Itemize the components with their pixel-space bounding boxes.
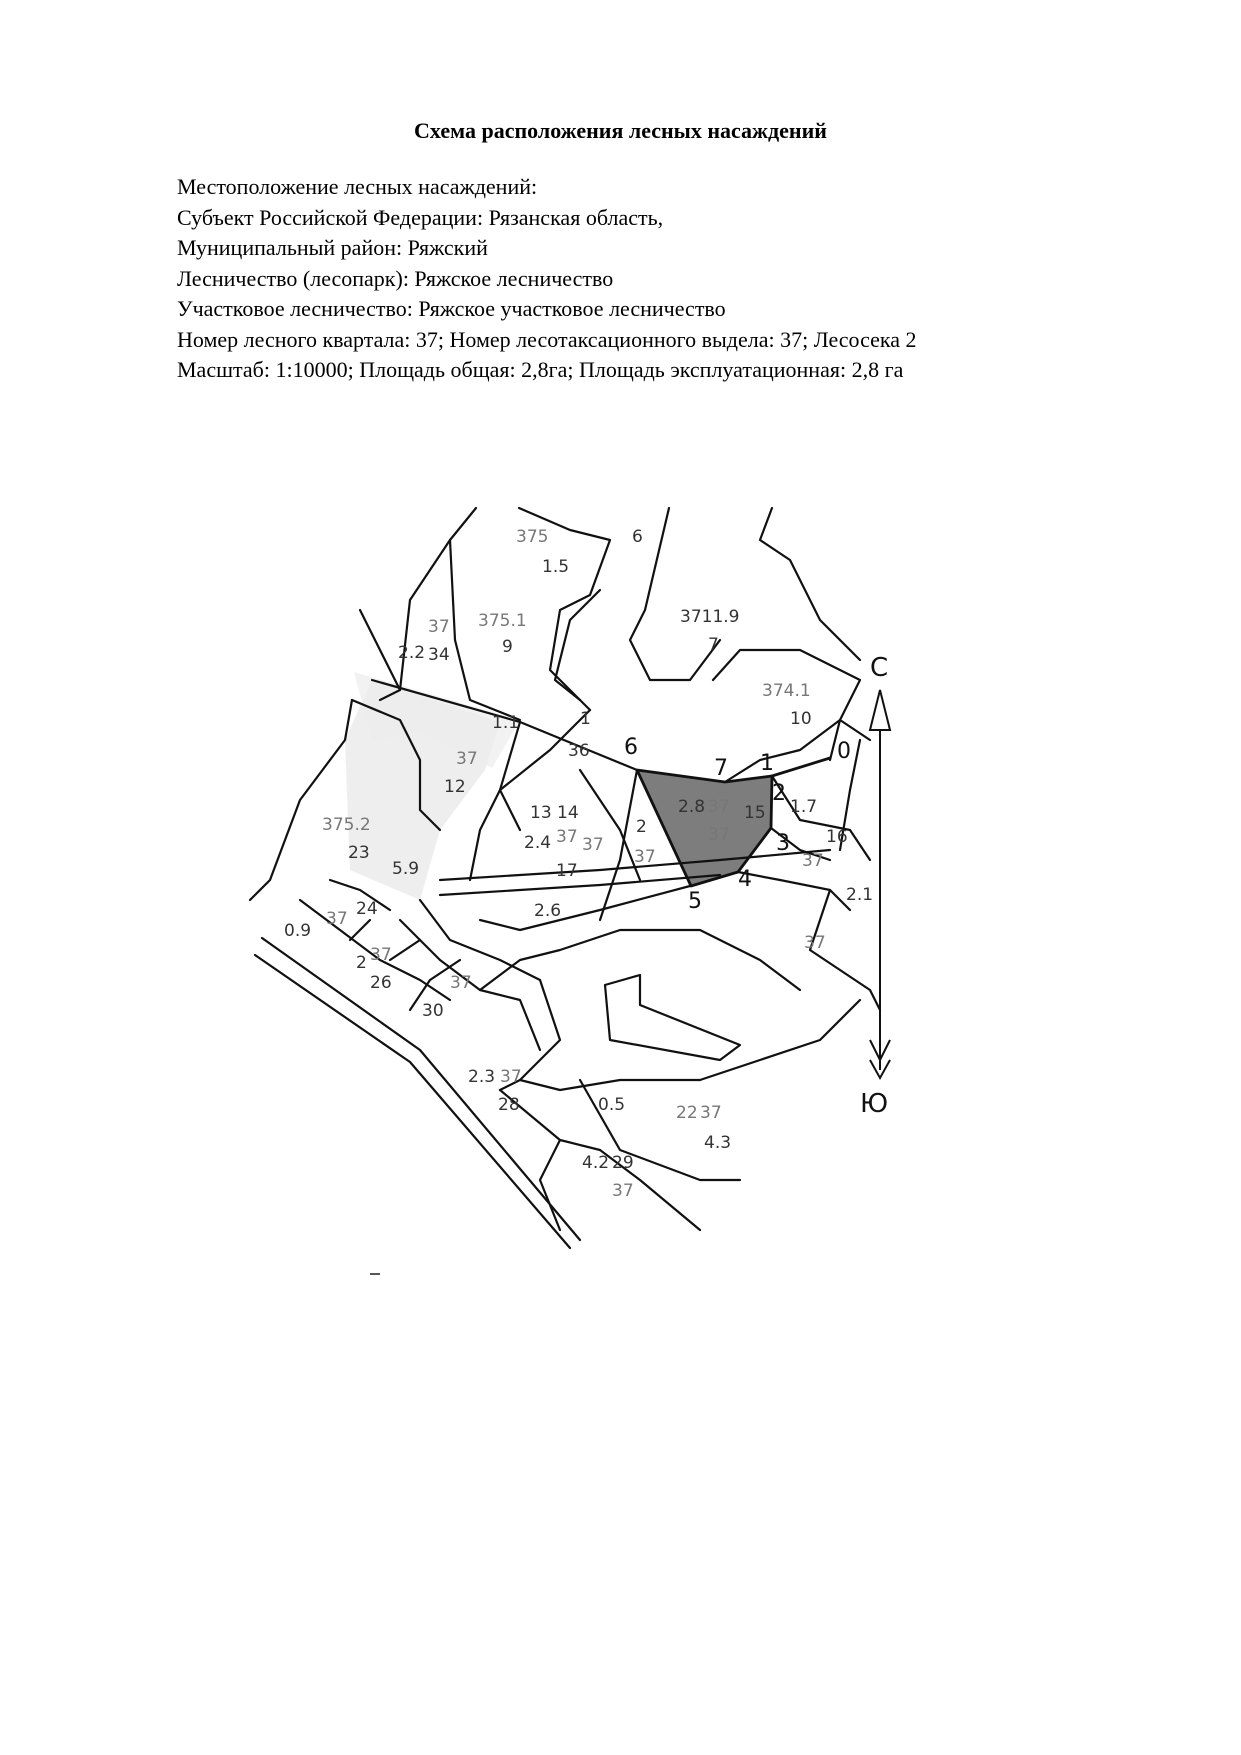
parcel-label: 4.3 [704, 1133, 732, 1153]
parcel-label: 23 [348, 843, 370, 863]
parcel-label: 2.1 [846, 885, 874, 905]
point-label-6: 6 [624, 735, 638, 760]
parcel-label: 37 [700, 1103, 722, 1123]
parcel-label: 37 [428, 617, 450, 637]
info-line-quarter: Номер лесного квартала: 37; Номер лесотаксационного выдела: 37; Лесосека 2 [177, 326, 917, 352]
parcel-label: 3711.9 [680, 607, 740, 627]
parcel-label: 37 [370, 945, 392, 965]
parcel-label: 37 [708, 825, 730, 845]
parcel-label: 37 [450, 973, 472, 993]
parcel-label: 375.2 [322, 815, 371, 835]
point-label-3: 3 [776, 831, 790, 856]
parcel-label: 28 [498, 1095, 520, 1115]
parcel-label: 37 [582, 835, 604, 855]
parcel-label: 374.1 [762, 681, 811, 701]
parcel-label: 1.1 [492, 713, 520, 733]
point-label-5: 5 [688, 889, 702, 914]
page-title: Схема расположения лесных насаждений [414, 118, 827, 143]
parcel-label: 37 [634, 847, 656, 867]
parcel-label: 6 [632, 527, 643, 547]
parcel-label: 37 [456, 749, 478, 769]
parcel-label: 9 [502, 637, 513, 657]
parcel-label: 17 [556, 861, 578, 881]
info-line-scale-area: Масштаб: 1:10000; Площадь общая: 2,8га; Площадь эксплуатационная: 2,8 га [177, 357, 904, 382]
parcel-label: 2.6 [534, 901, 562, 921]
parcel-label: 2.8 [678, 797, 706, 817]
parcel-label: 12 [444, 777, 466, 797]
parcel-label: 37 [802, 851, 824, 871]
point-label-2: 2 [772, 781, 786, 806]
parcel-label: 37 [708, 797, 730, 817]
parcel-label: 15 [744, 803, 766, 823]
parcel-label: 30 [422, 1001, 444, 1021]
parcel-label: 2 [356, 953, 367, 973]
parcel-label: 22 [676, 1103, 698, 1123]
parcel-label: 37 [556, 827, 578, 847]
parcel-label: 375.1 [478, 611, 527, 631]
parcel-label: 13 14 [530, 803, 579, 823]
parcel-label: 2 [636, 817, 647, 837]
parcel-label: 29 [612, 1153, 634, 1173]
parcel-label: 37 [500, 1067, 522, 1087]
point-label-1: 1 [760, 751, 774, 776]
parcel-label: 2.3 [468, 1067, 496, 1087]
parcel-label: 37 [326, 909, 348, 929]
info-line-district: Муниципальный район: Ряжский [177, 235, 488, 260]
parcel-label: 37 [612, 1181, 634, 1201]
info-line-location: Местоположение лесных насаждений: [177, 174, 538, 199]
compass-arrow [870, 690, 890, 1078]
parcel-label: 1 [580, 709, 591, 729]
parcel-label: 37 [804, 933, 826, 953]
parcel-label: 34 [428, 645, 450, 665]
point-label-0: 0 [837, 739, 851, 764]
info-line-forestry: Лесничество (лесопарк): Ряжское лесничество [177, 265, 614, 291]
parcel-label: 10 [790, 709, 812, 729]
parcel-label: 4.2 [582, 1153, 610, 1173]
parcel-label: 26 [370, 973, 392, 993]
parcel-label: 1.5 [542, 557, 570, 577]
info-line-local-forestry: Участковое лесничество: Ряжское участковое лесничество [177, 296, 726, 321]
parcel-label: 7 [708, 635, 719, 655]
point-label-4: 4 [738, 867, 752, 892]
parcel-label: 16 [826, 827, 848, 847]
parcel-label: 375 [516, 527, 549, 547]
parcel-label: 1.7 [790, 797, 818, 817]
parcel-label: 5.9 [392, 859, 420, 879]
parcel-label: 2.4 [524, 833, 552, 853]
compass-south-label: Ю [860, 1089, 889, 1119]
info-line-subject: Субъект Российской Федерации: Рязанская область, [177, 204, 664, 230]
parcel-label: 24 [356, 899, 378, 919]
parcel-label: 36 [568, 741, 590, 761]
point-label-7: 7 [714, 756, 728, 781]
parcel-label: 0.9 [284, 921, 312, 941]
parcel-label: 0.5 [598, 1095, 626, 1115]
parcel-label: 2.2 [398, 643, 426, 663]
compass-north-label: С [870, 653, 889, 683]
